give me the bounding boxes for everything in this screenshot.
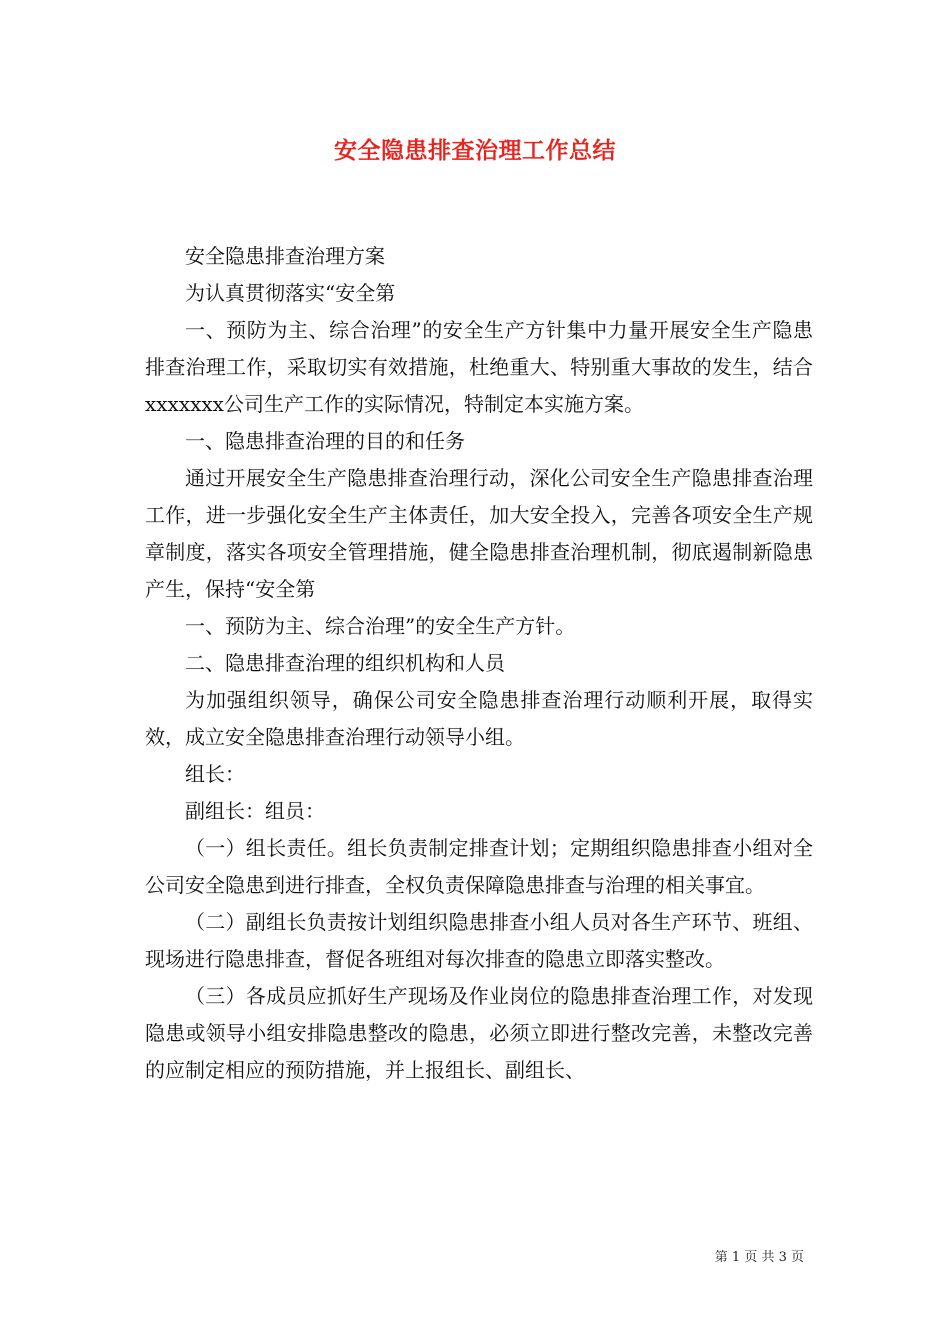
document-body [145,238,813,1089]
paragraph: 副组长：组员： [185,799,325,823]
paragraph: 一、预防为主、综合治理”的安全生产方针集中力量开展安全生产隐患排查治理工作，采取切实有效措施，杜绝重大、特别重大事故的发生，结合xxxxxxx公司生产工作的实际情况，特制定本实施方案。 [145,318,813,416]
paragraph: 通过开展安全生产隐患排查治理行动，深化公司安全生产隐患排查治理工作，进一步强化安全生产主体责任，加大安全投入，完善各项安全生产规章制度，落实各项安全管理措施，健全隐患排查治理机制，彻底遏制新隐患产生，保持“安全第 [145,466,813,601]
document-title: 安全隐患排查治理工作总结 [334,137,616,164]
paragraph: 为认真贯彻落实“安全第 [185,281,396,305]
paragraph: 二、隐患排查治理的组织机构和人员 [185,651,505,675]
paragraph: 一、预防为主、综合治理”的安全生产方针。 [185,614,576,638]
page-number: 第 1 页 共 3 页 [714,1250,804,1265]
paragraph: （三）各成员应抓好生产现场及作业岗位的隐患排查治理工作，对发现隐患或领导小组安排隐患整改的隐患，必须立即进行整改完善，未整改完善的应制定相应的预防措施，并上报组长、副组长、 [145,984,813,1082]
paragraph: 安全隐患排查治理方案 [185,244,385,268]
paragraph: （一）组长责任。组长负责制定排查计划；定期组织隐患排查小组对全公司安全隐患到进行排查，全权负责保障隐患排查与治理的相关事宜。 [145,836,813,897]
paragraph: 组长： [185,762,245,786]
paragraph: 一、隐患排查治理的目的和任务 [185,429,465,453]
paragraph: 为加强组织领导，确保公司安全隐患排查治理行动顺利开展，取得实效，成立安全隐患排查治理行动领导小组。 [145,688,813,749]
paragraph: （二）副组长负责按计划组织隐患排查小组人员对各生产环节、班组、现场进行隐患排查，督促各班组对每次排查的隐患立即落实整改。 [145,910,813,971]
